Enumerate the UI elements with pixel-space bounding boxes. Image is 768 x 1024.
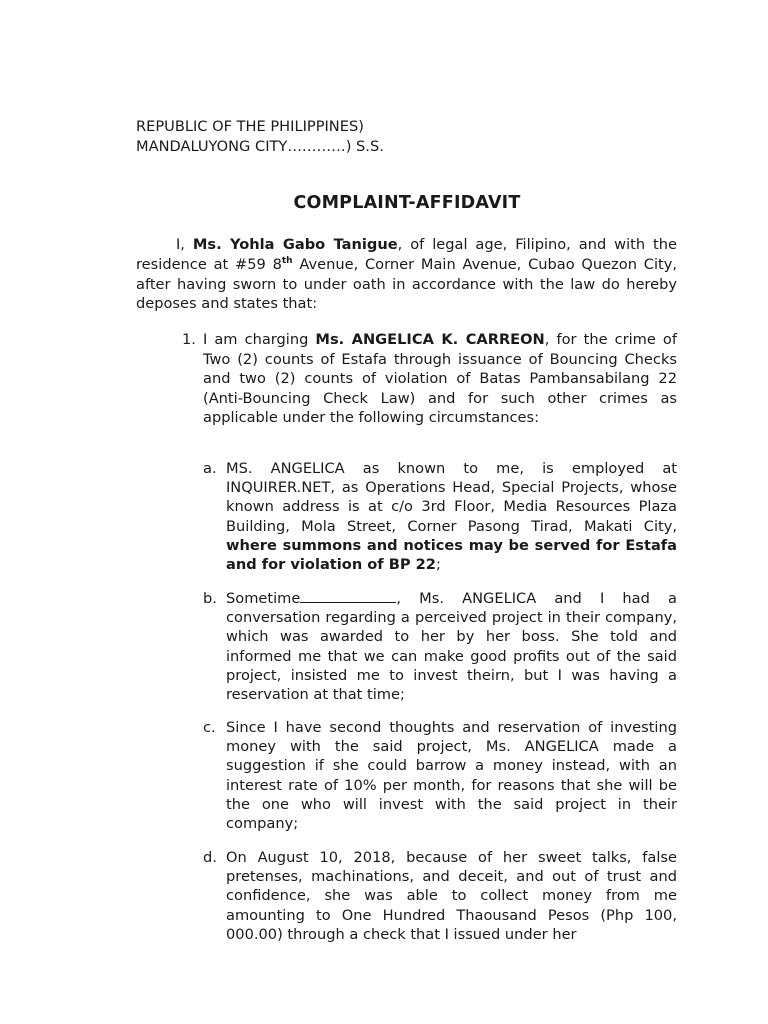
sub-item-marker: d. xyxy=(203,849,217,866)
sub-a-text-1: MS. ANGELICA as known to me, is employed at INQUIRER.NET, as Operations Head, Special Projects, whose known address is at c/o 3rd Floor, Media Resources Plaza Building, Mola Street, Corner Pasong Tirad, Makati City, xyxy=(226,460,677,535)
sub-a-bold-text: where summons and notices may be served for Estafa and for violation of BP 22 xyxy=(226,536,677,574)
sub-item-b xyxy=(203,589,677,704)
item1-text-1: I am charging xyxy=(203,331,316,348)
item1-text-2: , for the crime of Two (2) counts of Estafa through issuance of Bouncing Checks and two (2) counts of violation of Batas Pambansabilang 22 (Anti-Bouncing Check Law) and for such other crimes as applicable under the following circumstances: xyxy=(203,331,677,426)
sub-item-marker: b. xyxy=(203,590,217,607)
sub-item-marker: c. xyxy=(203,719,216,736)
intro-text-2: , of legal age, Filipino, and with the residence at #59 8 xyxy=(136,236,677,273)
venue-city: MANDALUYONG CITY…………) S.S. xyxy=(136,137,384,155)
intro-text-1: I, xyxy=(176,236,193,253)
sub-item-d xyxy=(203,848,677,944)
intro-paragraph xyxy=(136,235,677,314)
document-title: COMPLAINT-AFFIDAVIT xyxy=(293,193,521,213)
sub-b-text-1: Sometime xyxy=(226,590,301,607)
intro-text-3: Avenue, Corner Main Avenue, Cubao Quezon City, after having sworn to under oath in accordance with the law do hereby deposes and states that: xyxy=(136,255,677,313)
affiant-name: Ms. Yohla Gabo Tanigue xyxy=(192,236,398,253)
sub-a-text-2: ; xyxy=(435,556,441,574)
sub-b-text-2: , Ms. ANGELICA and I had a conversation regarding a perceived project in their company, which was awarded to her by her boss. She told and informed me that we can make good profits out of the said project, insisted me to invest theirn, but I was having a reservation at that time; xyxy=(226,590,677,704)
sub-item-a xyxy=(203,459,677,574)
sub-item-c xyxy=(203,718,677,833)
ordinal-suffix: th xyxy=(281,255,293,266)
sub-c-text: Since I have second thoughts and reservation of investing money with the said project, Ms. ANGELICA made a suggestion if she could barrow a money instead, with an interest rate of 10% per month, for reasons that she will be the one who will invest with the said project in their company; xyxy=(226,719,677,833)
item-number: 1. xyxy=(182,331,196,348)
numbered-item-1 xyxy=(182,330,677,428)
date-blank-line xyxy=(300,591,396,603)
sub-d-text: On August 10, 2018, because of her sweet talks, false pretenses, machinations, and deceit, and out of trust and confidence, she was able to collect money from me amounting to One Hundred Thaousand Pesos (Php 100, 000.00) through a check that I issued under her xyxy=(226,849,677,943)
venue-header xyxy=(136,117,384,156)
respondent-name: Ms. ANGELICA K. CARREON xyxy=(315,331,545,348)
sub-item-marker: a. xyxy=(203,460,217,477)
venue-republic: REPUBLIC OF THE PHILIPPINES) xyxy=(136,118,364,135)
